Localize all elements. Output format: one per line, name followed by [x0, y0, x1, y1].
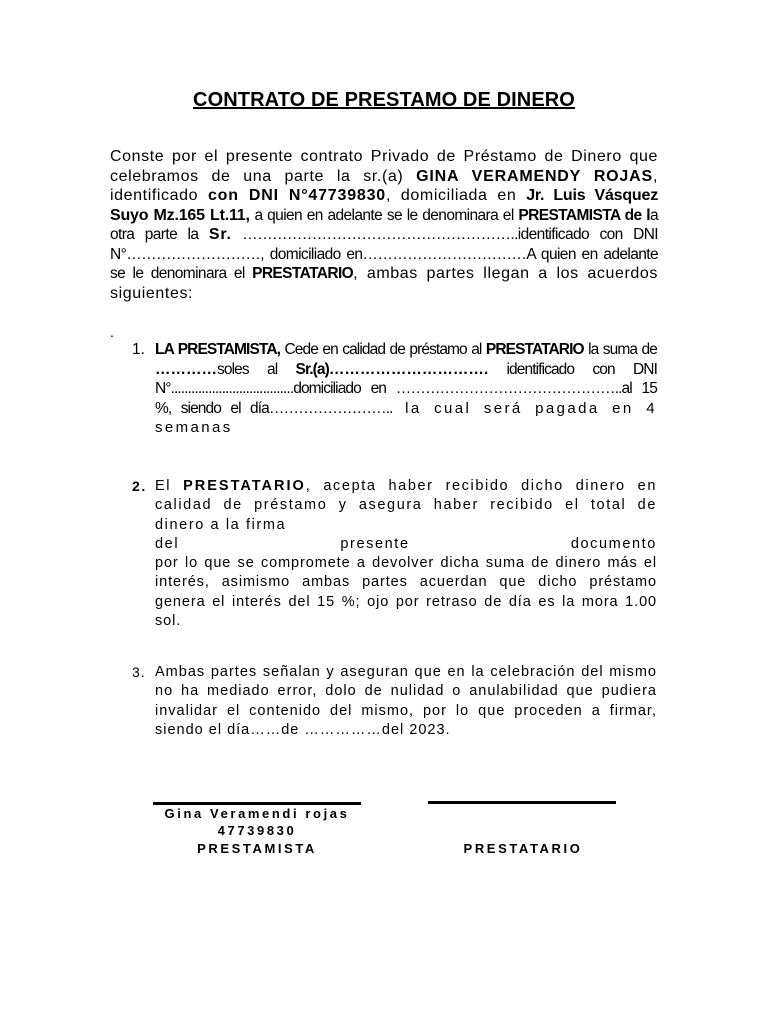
intro-text-7: , ambas partes llegan a los acuerdos siguientes: — [110, 265, 658, 302]
clause-3 — [132, 663, 657, 740]
clause-3-text: Ambas partes señalan y aseguran que en la celebración del mismo no ha mediado error, dolo de nulidad o anulabilidad que pudiera invalidar el contenido del mismo, por lo que proceden a firmar, siendo el día……de ……………del 2023. — [155, 664, 657, 738]
stray-dot: . — [110, 324, 114, 340]
intro-text-3: , domiciliada en — [386, 187, 527, 204]
lender-address: Jr. Luis Vásquez Suyo Mz.165 Lt.11, — [110, 187, 658, 224]
clause-2-word-documento: documento — [570, 535, 657, 552]
clause-2-number: 2. — [132, 478, 147, 494]
clause-2-borrower: PRESTATARIO — [183, 478, 306, 494]
clause-2-text-1: El — [155, 478, 184, 494]
borrower-role: PRESTATARIO — [252, 265, 354, 282]
lender-role: PRESTAMISTA de l — [518, 206, 650, 224]
clause-2 — [132, 477, 657, 631]
clause-1-text-4: identificado con DNI N°....................................domiciliado en ………………………………………..al 15 %, siendo el día…………………….. — [155, 360, 657, 417]
clause-1-text-5: la cual será pagada en 4 semanas — [155, 399, 657, 436]
intro-text-1: Conste por el presente contrato Privado de Préstamo de Dinero que celebramos de una parte la sr.(a) — [110, 148, 658, 185]
intro-paragraph — [110, 147, 658, 303]
clause-1-text-3: soles al — [217, 360, 296, 378]
clause-1-sr: Sr.(a) — [295, 360, 329, 378]
clause-2-word-presente: presente — [340, 535, 410, 552]
lender-signature-name: Gina Veramendi rojas — [164, 806, 350, 821]
clause-1-text-2: la suma de — [583, 341, 657, 358]
intro-text-6: ………………………………………………..identificado con DNI N°………………………, domiciliado en……………………………A quien en adelante se le denominara el — [110, 226, 658, 282]
intro-text-4: a quien en adelante se le denominara el — [249, 206, 519, 224]
borrower-signature-line — [428, 801, 616, 804]
clause-3-number: 3. — [132, 664, 146, 680]
lender-signature-dni: 47739830 — [217, 823, 297, 838]
clause-1 — [132, 340, 657, 438]
lender-signature-line — [153, 802, 361, 805]
clause-1-dots-1: ………… — [155, 360, 217, 378]
clause-2-justified-line — [155, 535, 657, 554]
document-title: CONTRATO DE PRESTAMO DE DINERO — [193, 89, 575, 111]
clause-1-text-1: Cede en calidad de préstamo al — [280, 341, 486, 358]
lender-dni: con DNI N°47739830 — [207, 187, 387, 204]
lender-name: GINA VERAMENDY ROJAS — [416, 167, 653, 185]
clause-2-text-2: , acepta haber recibido dicho dinero en calidad de préstamo y asegura haber recibido el total de dinero a la firma — [155, 478, 657, 533]
clause-1-dots-2: …………………………. — [328, 360, 489, 378]
clause-1-lender: LA PRESTAMISTA, — [155, 341, 281, 358]
intro-text-5: a otra parte la — [110, 206, 658, 243]
clause-1-borrower: PRESTATARIO — [485, 341, 584, 358]
intro-text-2: , identificado — [110, 167, 658, 204]
sr-label: Sr. — [208, 226, 232, 243]
clause-1-number: 1. — [132, 341, 145, 358]
lender-signature-role: PRESTAMISTA — [197, 841, 317, 856]
borrower-signature-role: PRESTATARIO — [463, 841, 583, 856]
clause-2-text-3: por lo que se compromete a devolver dicha suma de dinero más el interés, asimismo ambas partes acuerdan que dicho préstamo genera el interés del 15 %; ojo por retraso de día es la mora 1.00 sol. — [155, 555, 657, 630]
clause-2-word-del: del — [155, 535, 180, 552]
